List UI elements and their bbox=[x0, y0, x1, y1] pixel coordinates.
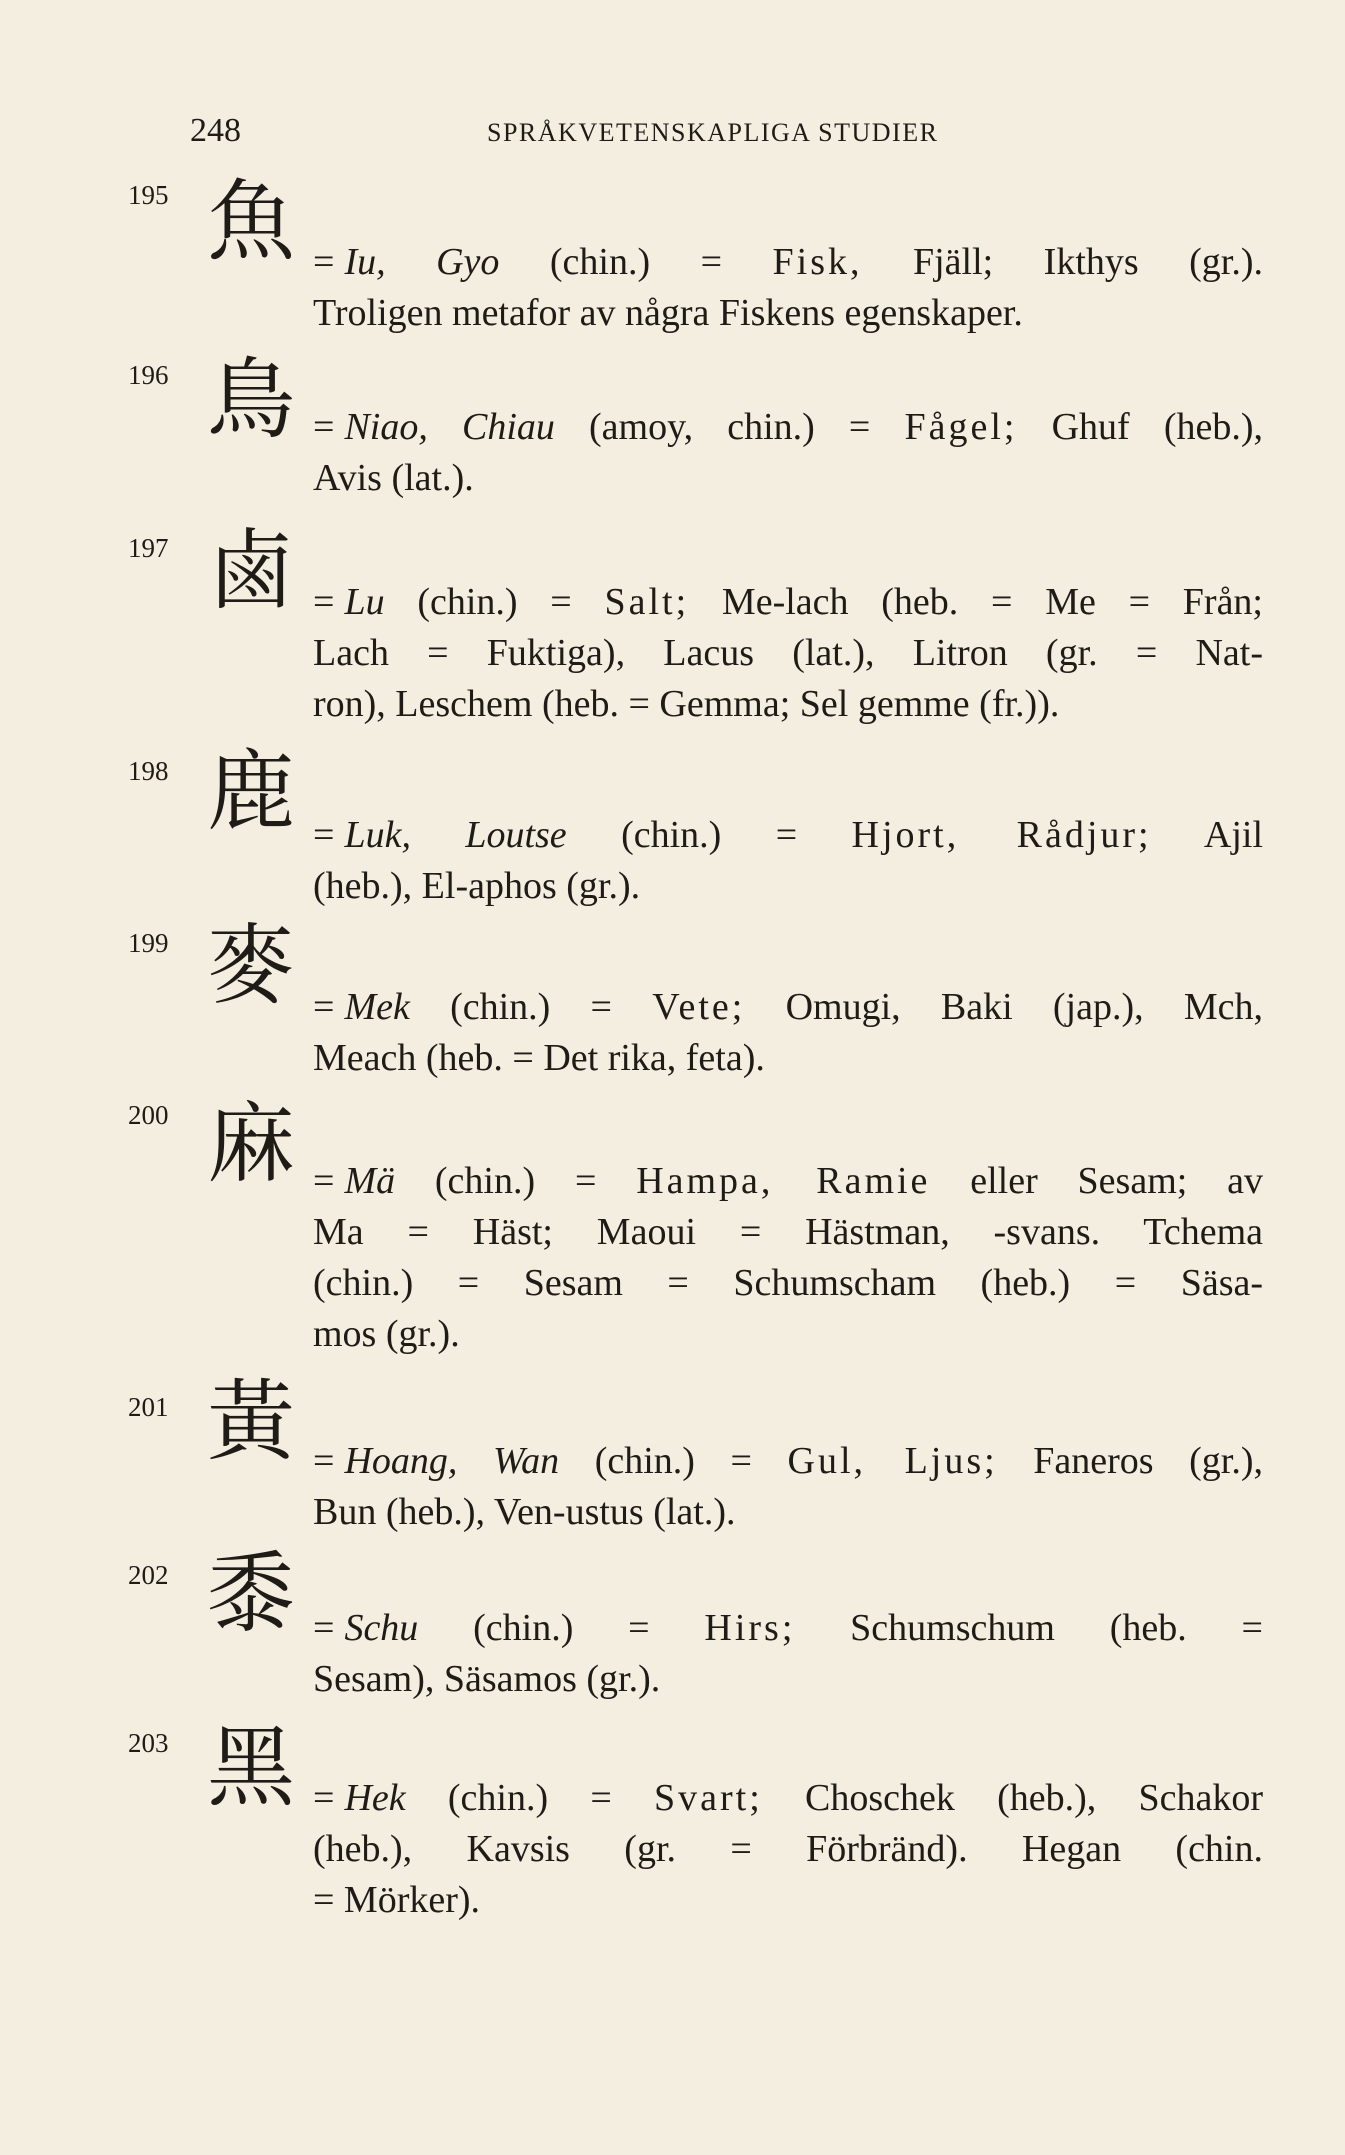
meaning: Hirs; bbox=[704, 1607, 796, 1649]
meaning: Svart; bbox=[653, 1777, 763, 1819]
chinese-character: 黍 bbox=[206, 1542, 295, 1645]
entry-text bbox=[313, 577, 1263, 730]
meaning: Hjort, Rådjur; bbox=[851, 814, 1152, 856]
entry-text bbox=[313, 1156, 1263, 1360]
page-number: 248 bbox=[190, 112, 241, 149]
transcription: Gyo bbox=[436, 241, 500, 283]
entry-number: 203 bbox=[128, 1728, 169, 1758]
page-header bbox=[0, 112, 1345, 152]
entry-text bbox=[313, 1436, 1263, 1538]
entry-line: = Lu (chin.) = Salt; Me-lach (heb. = Me = Från; bbox=[313, 581, 1263, 623]
entry-text bbox=[313, 982, 1263, 1084]
chinese-character: 鹿 bbox=[206, 740, 295, 843]
meaning: Hampa, Ramie bbox=[636, 1160, 931, 1202]
transcription: Hek bbox=[344, 1777, 406, 1819]
entry-line: = Hoang, Wan (chin.) = Gul, Ljus; Faneros (gr.), bbox=[313, 1440, 1263, 1482]
chinese-character: 麥 bbox=[206, 914, 295, 1017]
entry-line: = Hek (chin.) = Svart; Choschek (heb.), Schakor bbox=[313, 1777, 1263, 1819]
entry-number: 197 bbox=[128, 533, 169, 563]
transcription: Luk, bbox=[344, 814, 411, 856]
entry-line: = Niao, Chiau (amoy, chin.) = Fågel; Ghuf (heb.), bbox=[313, 406, 1263, 448]
running-title: SPRÅKVETENSKAPLIGA STUDIER bbox=[487, 118, 939, 147]
entry-line: (heb.), El-aphos (gr.). bbox=[313, 865, 641, 907]
entry-line: (heb.), Kavsis (gr. = Förbränd). Hegan (chin. bbox=[313, 1828, 1263, 1870]
meaning: Salt; bbox=[604, 581, 690, 623]
entry-line: Ma = Häst; Maoui = Hästman, -svans. Tchema bbox=[313, 1211, 1263, 1253]
entry-number: 198 bbox=[128, 756, 169, 786]
entry-line: = Mä (chin.) = Hampa, Ramie eller Sesam; av bbox=[313, 1160, 1263, 1202]
transcription: Mä bbox=[344, 1160, 396, 1202]
transcription: Iu, bbox=[344, 241, 386, 283]
entry-line: = Schu (chin.) = Hirs; Schumschum (heb. = bbox=[313, 1607, 1263, 1649]
transcription: Chiau bbox=[461, 406, 555, 448]
entry-text bbox=[313, 402, 1263, 504]
meaning: Gul, Ljus; bbox=[787, 1440, 998, 1482]
transcription: Mek bbox=[344, 986, 410, 1028]
entry-text bbox=[313, 1773, 1263, 1926]
meaning: Vete; bbox=[652, 986, 746, 1028]
entry-number: 196 bbox=[128, 360, 169, 390]
entry-text bbox=[313, 237, 1263, 339]
entry-number: 199 bbox=[128, 928, 169, 958]
transcription: Wan bbox=[492, 1440, 560, 1482]
entry-line: Troligen metafor av några Fiskens egenskaper. bbox=[313, 292, 1023, 334]
entry-line: ron), Leschem (heb. = Gemma; Sel gemme (fr.)). bbox=[313, 683, 1060, 725]
entry-line: (chin.) = Sesam = Schumscham (heb.) = Säsa- bbox=[313, 1262, 1263, 1304]
entry-text bbox=[313, 1603, 1263, 1705]
entry-number: 202 bbox=[128, 1560, 169, 1590]
chinese-character: 黃 bbox=[206, 1370, 295, 1473]
chinese-character: 鳥 bbox=[206, 348, 295, 451]
entry-line: = Mek (chin.) = Vete; Omugi, Baki (jap.), Mch, bbox=[313, 986, 1263, 1028]
chinese-character: 魚 bbox=[206, 170, 295, 273]
chinese-character: 麻 bbox=[206, 1092, 295, 1195]
transcription: Loutse bbox=[465, 814, 567, 856]
entry-line: Lach = Fuktiga), Lacus (lat.), Litron (gr. = Nat- bbox=[313, 632, 1263, 674]
transcription: Schu bbox=[344, 1607, 419, 1649]
meaning: Fisk, bbox=[772, 241, 863, 283]
entry-line: mos (gr.). bbox=[313, 1313, 460, 1355]
entry-number: 201 bbox=[128, 1392, 169, 1422]
entry-number: 195 bbox=[128, 180, 169, 210]
entry-text bbox=[313, 810, 1263, 912]
entry-line: Avis (lat.). bbox=[313, 457, 474, 499]
entry-line: Sesam), Säsamos (gr.). bbox=[313, 1658, 661, 1700]
transcription: Lu bbox=[344, 581, 385, 623]
entry-line: = Iu, Gyo (chin.) = Fisk, Fjäll; Ikthys (gr.). bbox=[313, 241, 1263, 283]
entry-line: = Luk, Loutse (chin.) = Hjort, Rådjur; Ajil bbox=[313, 814, 1263, 856]
entry-line: = Mörker). bbox=[313, 1879, 481, 1921]
transcription: Niao, bbox=[344, 406, 428, 448]
entry-line: Meach (heb. = Det rika, feta). bbox=[313, 1037, 765, 1079]
chinese-character: 黑 bbox=[206, 1716, 295, 1819]
entry-number: 200 bbox=[128, 1100, 169, 1130]
meaning: Fågel; bbox=[904, 406, 1018, 448]
chinese-character: 鹵 bbox=[206, 519, 295, 622]
entry-line: Bun (heb.), Ven-ustus (lat.). bbox=[313, 1491, 736, 1533]
transcription: Hoang, bbox=[344, 1440, 458, 1482]
